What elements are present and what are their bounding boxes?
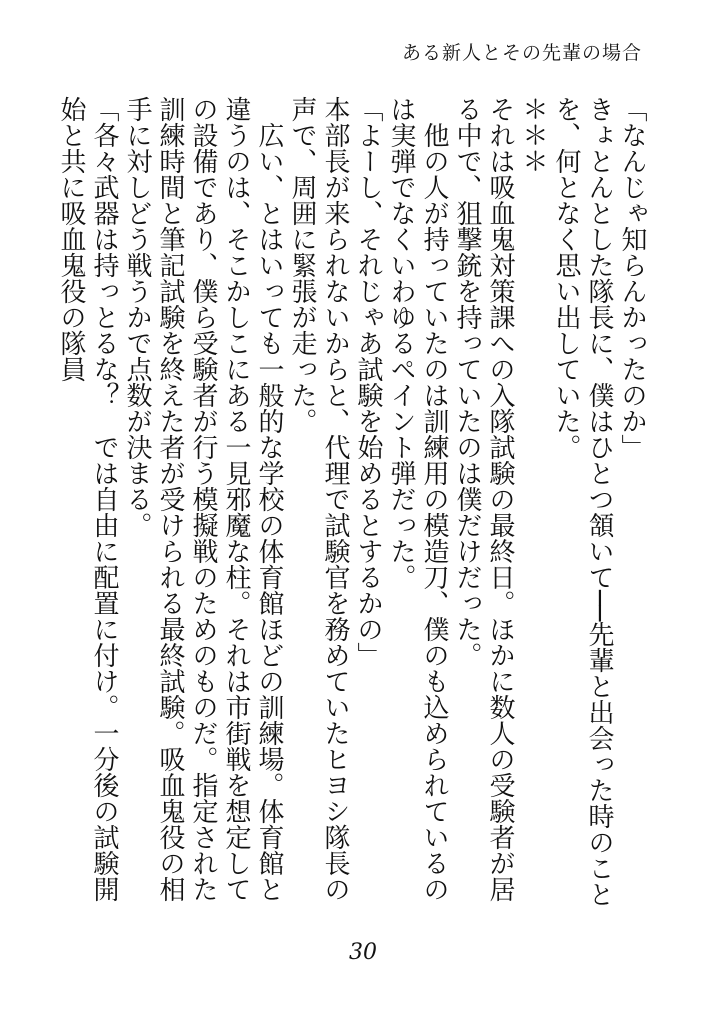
paragraph: 広い、とはいっても一般的な学校の体育館ほどの訓練場。体育館と違うのは、そこかしこにある一見邪魔な柱。それは市街戦を想定しての設備であり、僕ら受験者が行う模擬戦のためのものだ。指定された訓練時間と筆記試験を終えた者が受けられる最終試験。吸血鬼役の相手に対しどう戦うかで点数が決まる。 — [122, 96, 284, 902]
scene-break: ＊＊＊ — [518, 96, 548, 174]
paragraph: 本部長が来られないからと、代理で試験官を務めていたヒヨシ隊長の声で、周囲に緊張が走った。 — [287, 96, 350, 902]
paragraph: 「よーし、それじゃあ試験を始めるとするかの」 — [353, 96, 383, 668]
paragraph: 「なんじゃ知らんかったのか」 — [617, 96, 647, 460]
running-title: ある新人とその先輩の場合 — [401, 42, 642, 64]
page-number: 30 — [349, 940, 377, 965]
body-text — [56, 96, 648, 916]
paragraph: 「各々武器は持っとるな？ では自由に配置に付け。一分後の試験開始と共に吸血鬼役の隊員 — [56, 96, 119, 902]
paragraph: それは吸血鬼対策課への入隊試験の最終日。ほかに数人の受験者が居る中で、狙撃銃を持っていたのは僕だけだった。 — [452, 96, 515, 902]
paragraph: 他の人が持っていたのは訓練用の模造刀、僕のも込められているのは実弾でなくいわゆるペイント弾だった。 — [386, 96, 449, 902]
paragraph: きょとんとした隊長に、僕はひとつ頷いて──先輩と出会った時のことを、何となく思い出していた。 — [551, 96, 614, 908]
